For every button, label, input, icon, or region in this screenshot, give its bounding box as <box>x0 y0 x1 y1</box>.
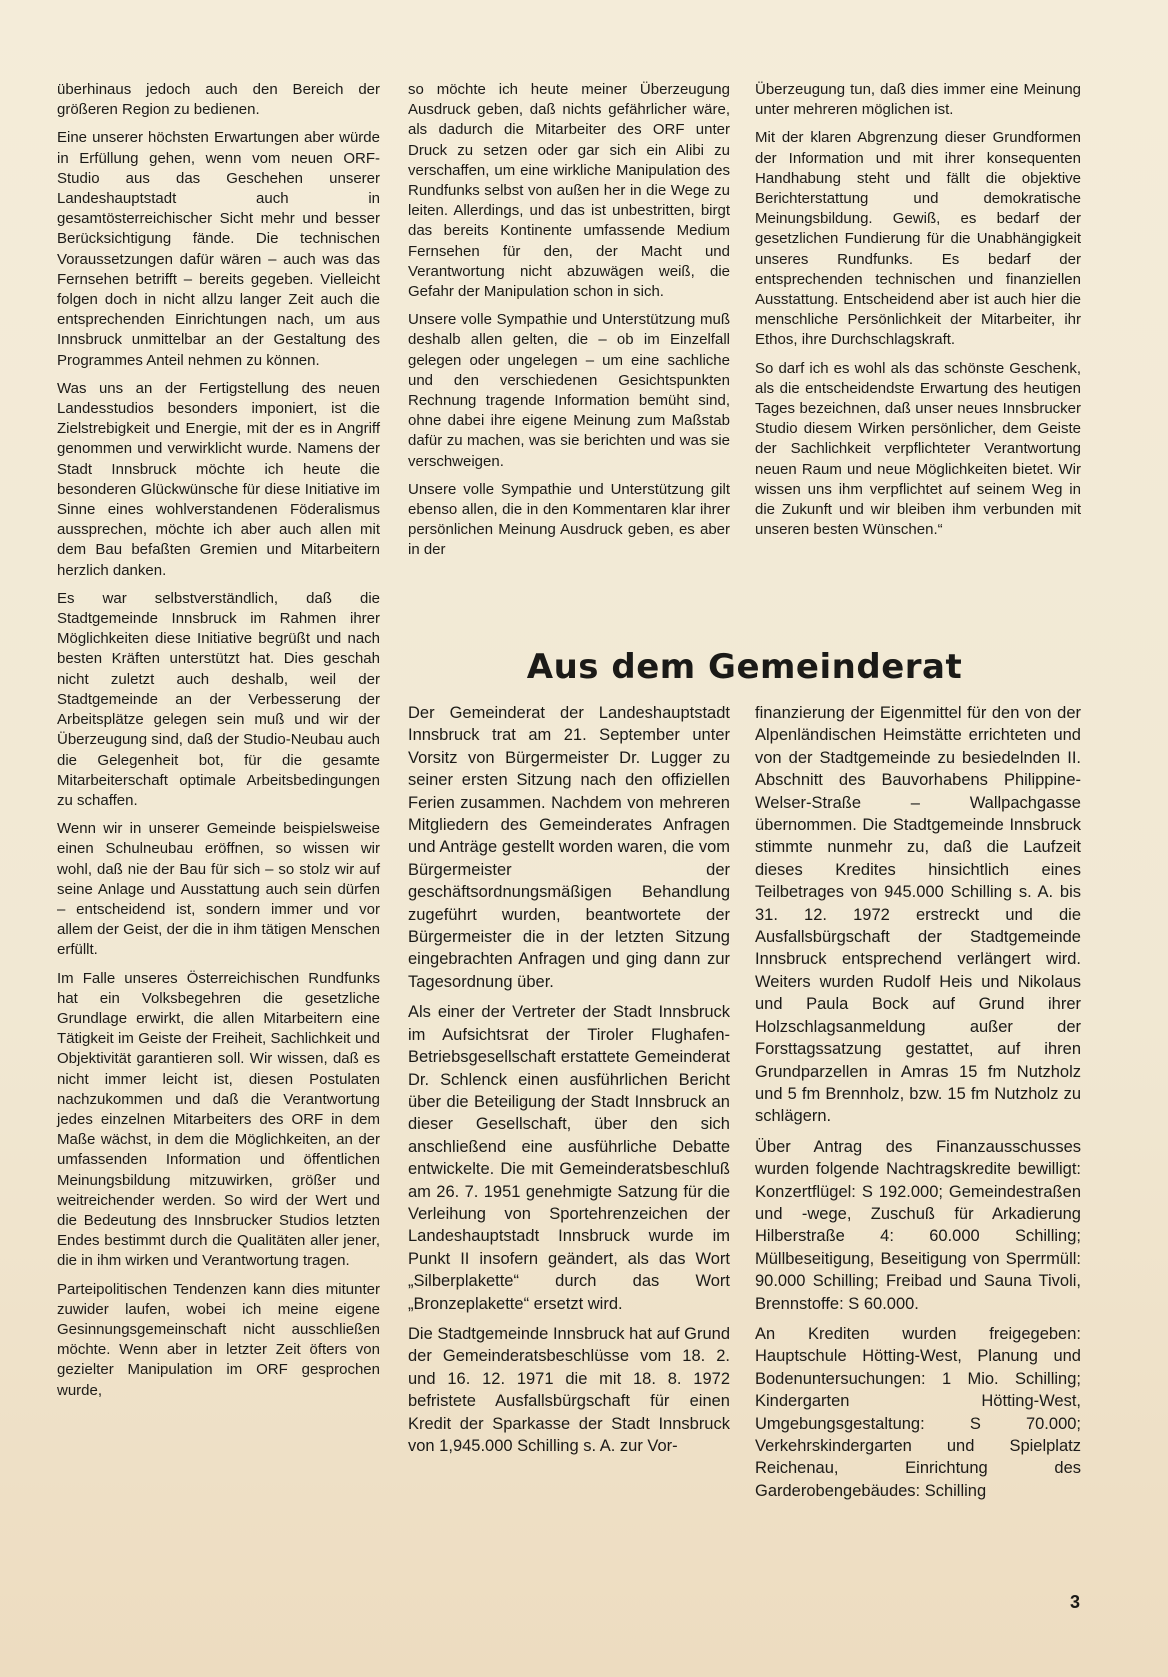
text-column-middle <box>408 80 730 569</box>
paragraph: Über Antrag des Finanzausschusses wurden folgende Nachtragskredite bewilligt: Konzertflügel: S 192.000; Gemeindestraßen und -wege, Zuschuß für Arkadierung Hilberstraße 4: 60.000 Schilling; Müllbeseitigung, Beseitigung von Sperrmüll: 90.000 Schilling; Freibad und Sauna Tivoli, Brennstoffe: S 60.000. <box>755 1137 1081 1313</box>
paragraph: Wenn wir in unserer Gemeinde beispielsweise einen Schulneubau eröffnen, so wissen wir wohl, daß nie der Bau für sich – so stolz wir auf seine Anlage und Ausstattung auch sein dürfen – entscheidend ist, sondern immer und vor allem der Geist, der die in ihm tätigen Menschen erfüllt. <box>57 820 380 959</box>
article-column-left <box>408 702 730 1465</box>
article-heading: Aus dem Gemeinderat <box>526 647 963 687</box>
paragraph: Überzeugung tun, daß dies immer eine Meinung unter mehreren möglichen ist. <box>755 81 1081 119</box>
paragraph: Unsere volle Sympathie und Unterstützung gilt ebenso allen, die in den Kommentaren klar ihrer persönlichen Meinung Ausdruck geben, es aber in der <box>408 480 730 559</box>
paragraph: An Krediten wurden freigegeben: Hauptschule Hötting-West, Planung und Bodenuntersuchungen: 1 Mio. Schilling; Kindergarten Hötting-West, Umgebungsgestaltung: S 70.000; Verkehrskindergarten und Spielplatz Reichenau, Einrichtung des Garderobengebäudes: Schilling <box>755 1324 1081 1500</box>
paragraph: überhinaus jedoch auch den Bereich der größeren Region zu bedienen. <box>57 81 380 119</box>
paragraph: Parteipolitischen Tendenzen kann dies mitunter zuwider laufen, wobei ich meine eigene Gesinnungsgemeinschaft nicht ausschließen möchte. Wenn aber in letzter Zeit öfters von gezielter Manipulation im ORF gesprochen wurde, <box>57 1280 380 1399</box>
article-column-right <box>755 702 1081 1510</box>
text-column-right <box>755 80 1081 548</box>
paragraph: finanzierung der Eigenmittel für den von der Alpenländischen Heimstätte errichteten und von der Stadtgemeinde zu besiedelnden II. Abschnitt des Bauvorhabens Philippine-Welser-Straße – Wallpachgasse übernommen. Die Stadtgemeinde Innsbruck stimmte nunmehr zu, daß die Laufzeit dieses Kredites hinsichtlich eines Teilbetrages von 945.000 Schilling s. A. bis 31. 12. 1972 erstreckt und die Ausfallsbürgschaft der Stadtgemeinde Innsbruck entsprechend verlängert wird. Weiters wurden Rudolf Heis und Nikolaus und Paula Bock auf Grund ihrer Holzschlagsanmeldung außer der Forsttagssatzung gestattet, auf ihren Grundparzellen in Amras 15 fm Nutzholz und 5 fm Brennholz, bzw. 15 fm Nutzholz zu schlägern. <box>755 704 1081 1126</box>
paragraph: Eine unserer höchsten Erwartungen aber würde in Erfüllung gehen, wenn vom neuen ORF-Studio aus das Geschehen unserer Landeshauptstadt auch in gesamtösterreichischer Sicht mehr und besser Berücksichtigung fände. Die technischen Voraussetzungen dafür wären – auch was das Fernsehen betrifft – bereits gegeben. Vielleicht folgen doch in nicht allzu langer Zeit auch die entsprechenden Einrichtungen nach, um aus Innsbruck unmittelbar an der Gestaltung des Programmes Anteil nehmen zu können. <box>57 129 380 369</box>
paragraph: Die Stadtgemeinde Innsbruck hat auf Grund der Gemeinderatsbeschlüsse vom 18. 2. und 16. 12. 1971 die mit 18. 8. 1972 befristete Ausfallsbürgschaft für einen Kredit der Sparkasse der Stadt Innsbruck von 1,945.000 Schilling s. A. zur Vor- <box>408 1324 730 1455</box>
paragraph: So darf ich es wohl als das schönste Geschenk, als die entscheidendste Erwartung des heutigen Tages bezeichnen, daß unser neues Innsbrucker Studio diesem Wirken persönlicher, dem Geiste der Sachlichkeit verpflichteter Verantwortung neuen Raum und neue Möglichkeiten bietet. Wir wissen uns ihm verpflichtet auf seinem Weg in die Zukunft und wir bleiben ihm verbunden mit unseren besten Wünschen.“ <box>755 359 1081 539</box>
paragraph: Unsere volle Sympathie und Unterstützung muß deshalb allen gelten, die – ob im Einzelfall gelegen oder ungelegen – um eine sachliche und den verschiedenen Gesichtspunkten Rechnung tragende Information bemüht sind, ohne dabei ihre eigene Meinung zum Maßstab dafür zu machen, was sie berichten und was sie verschweigen. <box>408 311 730 470</box>
paragraph: Es war selbstverständlich, daß die Stadtgemeinde Innsbruck im Rahmen ihrer Möglichkeiten diese Initiative begrüßt und nach besten Kräften unterstützt hat. Dies geschah nicht zuletzt auch deshalb, weil der Stadtgemeinde an der Verbesserung der Arbeitsplätze gelegen sein muß und wir der Überzeugung sind, daß der Studio-Neubau auch die Gelegenheit bot, für die gesamte Mitarbeiterschaft optimale Arbeitsbedingungen zu schaffen. <box>57 589 380 809</box>
page-number: 3 <box>1069 1592 1080 1612</box>
paragraph: Der Gemeinderat der Landeshauptstadt Innsbruck trat am 21. September unter Vorsitz von Bürgermeister Dr. Lugger zu seiner ersten Sitzung nach den offiziellen Ferien zusammen. Nachdem von mehreren Mitgliedern des Gemeinderates Anfragen und Anträge gestellt worden waren, die vom Bürgermeister der geschäftsordnungsmäßigen Behandlung zugeführt wurden, beantwortete der Bürgermeister die in der letzten Sitzung eingebrachten Anfragen und ging dann zur Tagesordnung über. <box>408 704 730 991</box>
text-column-left <box>57 80 380 1409</box>
paragraph: Mit der klaren Abgrenzung dieser Grundformen der Information und mit ihrer konsequenten Handhabung steht und fällt die objektive Berichterstattung und demokratische Meinungsbildung. Gewiß, es bedarf der gesetzlichen Fundierung für die Unabhängigkeit unseres Rundfunks. Es bedarf der entsprechenden technischen und finanziellen Ausstattung. Entscheidend aber ist auch hier die menschliche Persönlichkeit der Mitarbeiter, ihr Ethos, ihre Durchschlagskraft. <box>755 129 1081 349</box>
paragraph: so möchte ich heute meiner Überzeugung Ausdruck geben, daß nichts gefährlicher wäre, als dadurch die Mitarbeiter des ORF unter Druck zu setzen oder gar sich ein Alibi zu verschaffen, um eine wirkliche Manipulation des Rundfunks selbst von außen her in die Wege zu leiten. Allerdings, und das ist unbestritten, birgt das bereits Kontinente umfassende Medium Fernsehen für den, der Macht und Verantwortung nicht abzuwägen weiß, die Gefahr der Manipulation schon in sich. <box>408 81 730 301</box>
paragraph: Im Falle unseres Österreichischen Rundfunks hat ein Volksbegehren die gesetzliche Grundlage erwirkt, die allen Mitarbeitern eine Tätigkeit im Geiste der Freiheit, Sachlichkeit und Objektivität garantieren soll. Wir wissen, daß es nicht immer leicht ist, diesen Postulaten nachzukommen und daß die Verantwortung jedes einzelnen Mitarbeiters des ORF in dem Maße wächst, in dem die Möglichkeiten, an der umfassenden Information und öffentlichen Meinungsbildung mitzuwirken, größer und weitreichender werden. So wird der Wert und die Bedeutung des Innsbrucker Studios letzten Endes bestimmt durch die Qualitäten aller jener, die in ihm wirken und Verantwortung tragen. <box>57 969 380 1270</box>
paragraph: Was uns an der Fertigstellung des neuen Landesstudios besonders imponiert, ist die Zielstrebigkeit und Energie, mit der es in Angriff genommen und verwirklicht wurde. Namens der Stadt Innsbruck möchte ich heute die besonderen Glückwünsche für diese Initiative im Sinne eines wohlverstandenen Föderalismus aussprechen, möchte ich aber auch allen mit dem Bau befaßten Gremien und Mitarbeitern herzlich danken. <box>57 379 380 579</box>
paragraph: Als einer der Vertreter der Stadt Innsbruck im Aufsichtsrat der Tiroler Flughafen-Betriebsgesellschaft erstattete Gemeinderat Dr. Schlenck einen ausführlichen Bericht über die Beteiligung der Stadt Innsbruck an dieser Gesellschaft, über den sich anschließend eine ausführliche Debatte entwickelte. Die mit Gemeinderatsbeschluß am 26. 7. 1951 genehmigte Satzung für die Verleihung von Sportehrenzeichen der Landeshauptstadt Innsbruck wurde im Punkt II insofern geändert, als das Wort „Silberplakette“ durch das Wort „Bronzeplakette“ ersetzt wird. <box>408 1003 730 1313</box>
